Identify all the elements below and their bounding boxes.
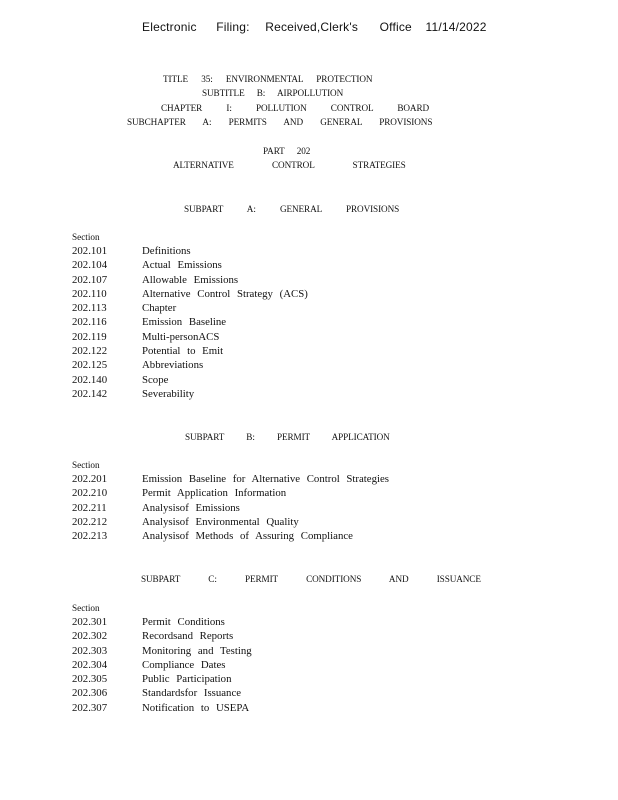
section-title: Recordsand Reports <box>142 630 234 643</box>
section-row <box>72 701 252 715</box>
section-title: Abbreviations <box>142 359 204 372</box>
subpart-b-section-label: Section <box>72 460 100 470</box>
section-title: Standardsfor Issuance <box>142 687 242 700</box>
section-row <box>72 287 308 301</box>
chapter-heading: CHAPTER I: POLLUTION CONTROL BOARD <box>161 103 430 113</box>
section-row <box>72 658 252 672</box>
section-title: Permit Application Information <box>142 487 287 500</box>
subpart-c-heading: SUBPART C: PERMIT CONDITIONS AND ISSUANCE <box>141 574 481 584</box>
section-row <box>72 273 308 287</box>
subpart-a-section-label: Section <box>72 232 100 242</box>
part-number-heading: PART 202 <box>263 146 311 156</box>
section-number: 202.140 <box>72 373 108 386</box>
section-title: Chapter <box>142 302 177 315</box>
section-number: 202.303 <box>72 644 108 657</box>
section-title: Permit Conditions <box>142 616 225 628</box>
section-row <box>72 629 252 643</box>
subpart-a-section-list <box>72 244 308 401</box>
section-row <box>72 373 308 387</box>
filing-date: 11/14/2022 <box>425 20 487 34</box>
subchapter-heading: SUBCHAPTER A: PERMITS AND GENERAL PROVISIONS <box>127 117 433 127</box>
section-row <box>72 672 252 686</box>
subtitle-heading: SUBTITLE B: AIRPOLLUTION <box>202 88 344 98</box>
section-title: Actual Emissions <box>142 259 222 272</box>
section-row <box>72 344 308 358</box>
subpart-c-section-list <box>72 615 252 715</box>
section-number: 202.104 <box>72 259 108 272</box>
section-title: Analysisof Environmental Quality <box>142 515 299 528</box>
section-row <box>72 472 389 486</box>
section-row <box>72 244 308 258</box>
part-name-heading: ALTERNATIVE CONTROL STRATEGIES <box>173 160 406 170</box>
section-row <box>72 387 308 401</box>
section-row <box>72 301 308 315</box>
section-title: Scope <box>142 373 169 386</box>
section-number: 202.119 <box>72 330 107 343</box>
section-title: Potential to Emit <box>142 345 224 358</box>
section-number: 202.122 <box>72 345 108 358</box>
section-row <box>72 615 252 629</box>
section-title: Notification to USEPA <box>142 701 250 714</box>
section-number: 202.125 <box>72 359 108 372</box>
section-number: 202.302 <box>72 630 108 643</box>
filing-word-electronic: Electronic <box>142 20 197 34</box>
section-title: Severability <box>142 387 195 400</box>
section-title: Allowable Emissions <box>142 273 239 286</box>
subpart-b-section-list <box>72 472 389 543</box>
filing-word-office: Office <box>379 20 412 34</box>
section-number: 202.101 <box>72 245 108 257</box>
section-number: 202.110 <box>72 287 107 300</box>
section-row <box>72 644 252 658</box>
section-number: 202.211 <box>72 501 107 514</box>
section-number: 202.212 <box>72 515 108 528</box>
section-row <box>72 501 389 515</box>
section-number: 202.142 <box>72 387 108 400</box>
subpart-a-heading: SUBPART A: GENERAL PROVISIONS <box>184 204 400 214</box>
section-row <box>72 529 389 543</box>
section-title: Emission Baseline <box>142 316 227 329</box>
section-title: Analysisof Emissions <box>142 501 240 514</box>
section-title: Analysisof Methods of Assuring Compliance <box>142 530 353 543</box>
section-title: Emission Baseline for Alternative Control Strategies <box>142 473 389 485</box>
section-row <box>72 358 308 372</box>
section-number: 202.107 <box>72 273 108 286</box>
section-row <box>72 315 308 329</box>
section-number: 202.301 <box>72 616 108 628</box>
section-title: Multi-personACS <box>142 330 220 343</box>
filing-word-received: Received,Clerk's <box>265 20 359 34</box>
section-row <box>72 330 308 344</box>
section-title: Monitoring and Testing <box>142 644 252 657</box>
section-number: 202.116 <box>72 316 107 329</box>
section-number: 202.113 <box>72 302 107 315</box>
subpart-b-heading: SUBPART B: PERMIT APPLICATION <box>185 432 390 442</box>
section-title: Definitions <box>142 245 191 257</box>
section-number: 202.201 <box>72 473 108 485</box>
title-heading: TITLE 35: ENVIRONMENTAL PROTECTION <box>163 74 373 84</box>
section-row <box>72 515 389 529</box>
section-title: Alternative Control Strategy (ACS) <box>142 287 308 300</box>
section-number: 202.210 <box>72 487 108 500</box>
section-title: Compliance Dates <box>142 658 226 671</box>
section-row <box>72 258 308 272</box>
section-number: 202.213 <box>72 530 108 543</box>
section-number: 202.304 <box>72 658 108 671</box>
section-number: 202.305 <box>72 673 108 686</box>
section-number: 202.306 <box>72 687 108 700</box>
electronic-filing-stamp <box>142 20 487 34</box>
section-row <box>72 486 389 500</box>
subpart-c-section-label: Section <box>72 603 100 613</box>
section-title: Public Participation <box>142 673 232 686</box>
filing-word-filing: Filing: <box>216 20 250 34</box>
section-row <box>72 686 252 700</box>
section-number: 202.307 <box>72 701 108 714</box>
